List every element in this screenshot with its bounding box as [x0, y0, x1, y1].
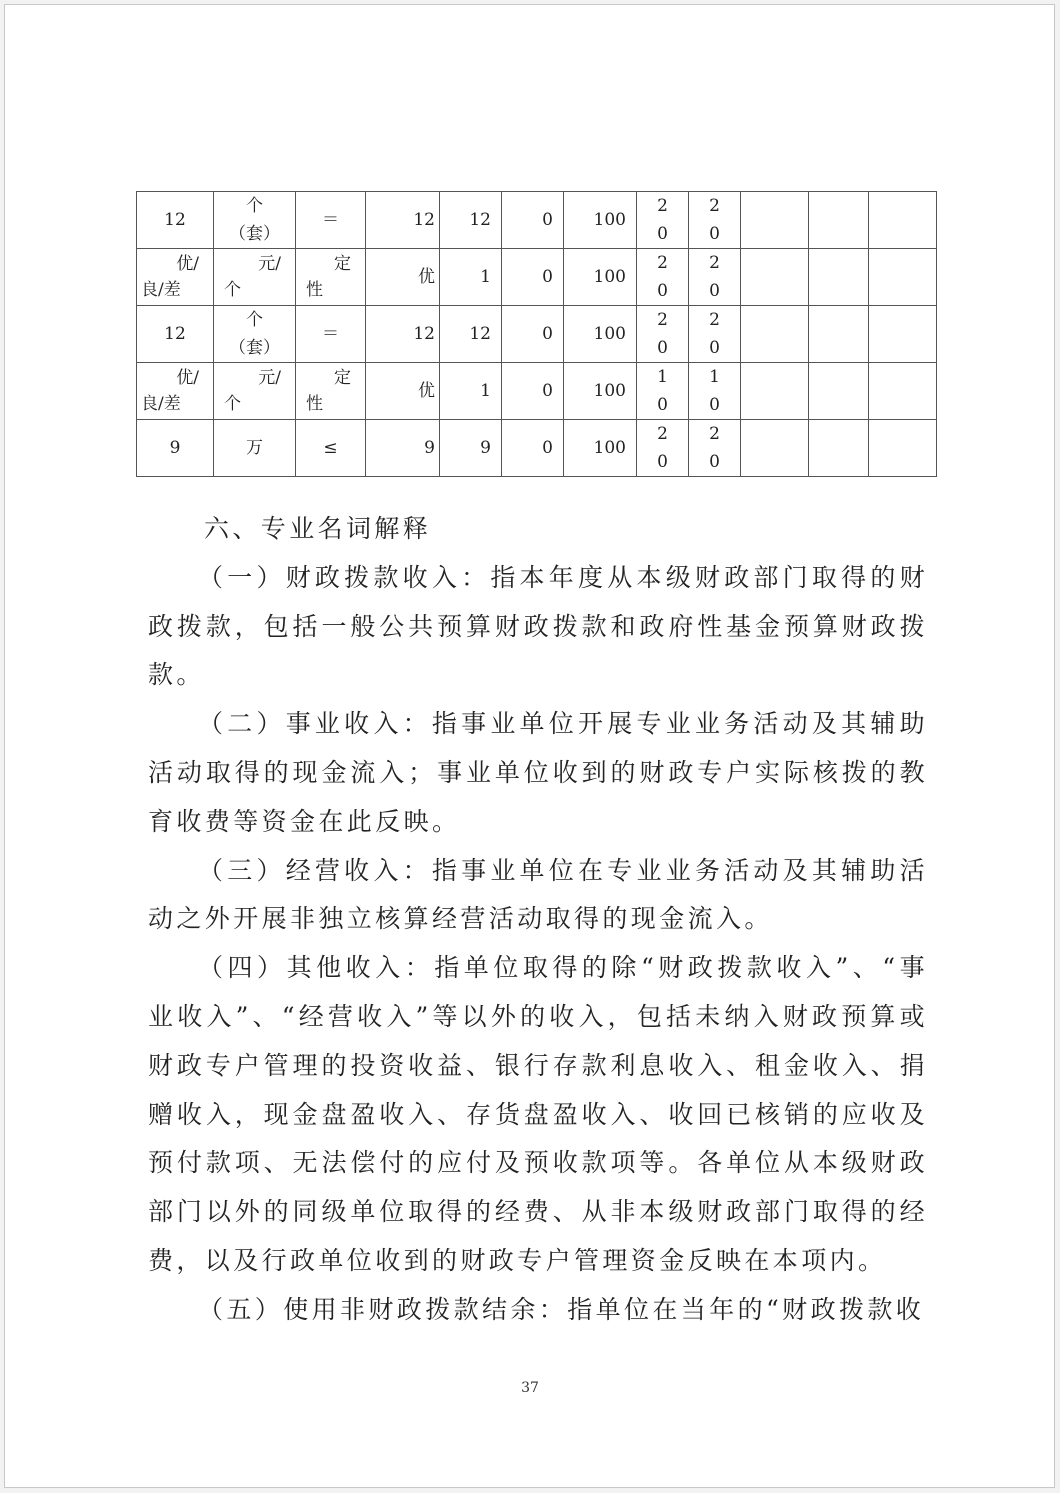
- table-cell: 2 0: [637, 420, 689, 477]
- table-cell: [809, 420, 869, 477]
- table-cell: [809, 192, 869, 249]
- table-cell: 9: [137, 420, 214, 477]
- table-cell: 0: [502, 306, 564, 363]
- table-cell: [809, 363, 869, 420]
- table-cell: 12: [366, 192, 440, 249]
- table-cell: 2 0: [637, 249, 689, 306]
- table-cell: 12: [366, 306, 440, 363]
- table-cell: [809, 306, 869, 363]
- table-cell: 100: [564, 249, 637, 306]
- table-cell: [869, 306, 937, 363]
- table-cell: 12: [137, 192, 214, 249]
- table-cell: [741, 363, 809, 420]
- table-cell: [869, 249, 937, 306]
- table-cell: 万: [214, 420, 296, 477]
- table-cell: 2 0: [689, 192, 741, 249]
- table-cell: 2 0: [689, 249, 741, 306]
- table-cell: 1: [440, 249, 502, 306]
- table-cell: 优/ 良/差: [137, 363, 214, 420]
- paragraph: （三）经营收入：指事业单位在专业业务活动及其辅助活动之外开展非独立核算经营活动取得的现金流入。: [148, 855, 928, 934]
- table-cell: 个 （套）: [214, 192, 296, 249]
- table-cell: 100: [564, 363, 637, 420]
- table-cell: ≤: [296, 420, 366, 477]
- table-cell: 2 0: [689, 306, 741, 363]
- page-number: 37: [521, 1380, 539, 1396]
- table-cell: [869, 192, 937, 249]
- paragraph: （四）其他收入：指单位取得的除“财政拨款收入”、“事业收入”、“经营收入”等以外的收入，包括未纳入财政预算或财政专户管理的投资收益、银行存款利息收入、租金收入、捐赠收入，现金盘盈收入、存货盘盈收入、收回已核销的应收及预付款项、无法偿付的应付及预收款项等。各单位从本级财政部门以外的同级单位取得的经费、从非本级财政部门取得的经费，以及行政单位收到的财政专户管理资金反映在本项内。: [148, 953, 928, 1275]
- table-cell: 100: [564, 192, 637, 249]
- table-cell: 1 0: [689, 363, 741, 420]
- table-cell: 9: [366, 420, 440, 477]
- paragraph: （一）财政拨款收入：指本年度从本级财政部门取得的财政拨款，包括一般公共预算财政拨款和政府性基金预算财政拨款。: [148, 562, 928, 690]
- table-cell: 1: [440, 363, 502, 420]
- table-cell: [741, 420, 809, 477]
- table-cell: [741, 306, 809, 363]
- table-row: [137, 420, 937, 477]
- table-cell: [741, 249, 809, 306]
- section-heading: 六、专业名词解释: [204, 514, 432, 543]
- table-cell: 2 0: [637, 306, 689, 363]
- table-cell: 2 0: [637, 192, 689, 249]
- table-cell: [869, 420, 937, 477]
- table-cell: 0: [502, 192, 564, 249]
- table-cell: 定 性: [296, 249, 366, 306]
- table-row: [137, 306, 937, 363]
- table-cell: 12: [137, 306, 214, 363]
- paragraph: （五）使用非财政拨款结余：指单位在当年的“财政拨款收: [198, 1294, 925, 1324]
- table-cell: 个 （套）: [214, 306, 296, 363]
- table-cell: 12: [440, 306, 502, 363]
- performance-table: [136, 191, 937, 477]
- table-cell: 1 0: [637, 363, 689, 420]
- table-cell: [869, 363, 937, 420]
- table-cell: [741, 192, 809, 249]
- table-cell: 优/ 良/差: [137, 249, 214, 306]
- paragraph: （二）事业收入：指事业单位开展专业业务活动及其辅助活动取得的现金流入；事业单位收到的财政专户实际核拨的教育收费等资金在此反映。: [148, 709, 928, 836]
- table-row: [137, 363, 937, 420]
- table-cell: 0: [502, 249, 564, 306]
- table-cell: 0: [502, 363, 564, 420]
- table-cell: 2 0: [689, 420, 741, 477]
- table-cell: ＝: [296, 306, 366, 363]
- table-cell: 0: [502, 420, 564, 477]
- table-cell: ＝: [296, 192, 366, 249]
- table-cell: 元/ 个: [214, 363, 296, 420]
- table-cell: [809, 249, 869, 306]
- table-cell: 9: [440, 420, 502, 477]
- table-cell: 元/ 个: [214, 249, 296, 306]
- table-row: [137, 192, 937, 249]
- table-cell: 100: [564, 420, 637, 477]
- table-row: [137, 249, 937, 306]
- table-cell: 优: [366, 363, 440, 420]
- terms-section: [148, 505, 928, 1335]
- table-cell: 12: [440, 192, 502, 249]
- table-cell: 优: [366, 249, 440, 306]
- table-cell: 100: [564, 306, 637, 363]
- table-cell: 定 性: [296, 363, 366, 420]
